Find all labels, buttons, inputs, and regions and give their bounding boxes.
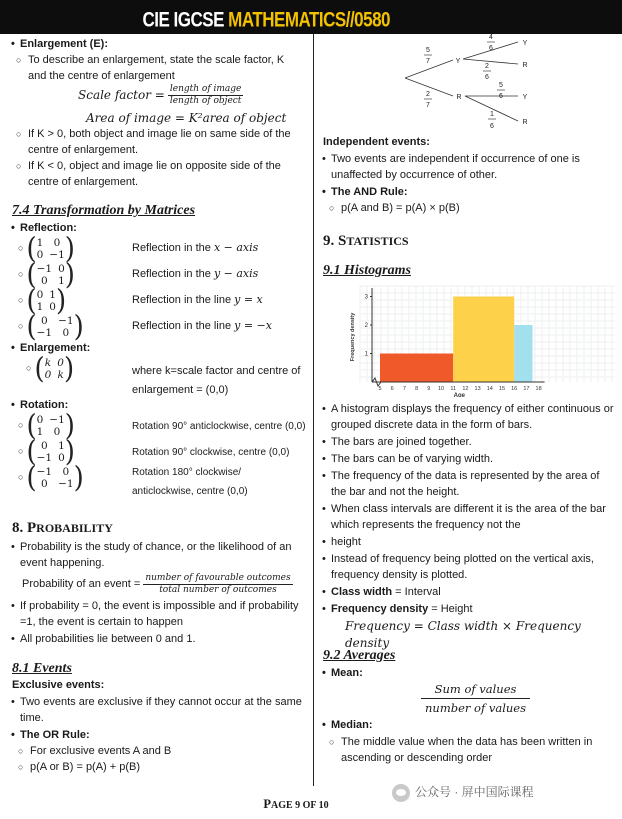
or-rule-s2: ○ p(A or B) = p(A) + p(B) [30,759,140,775]
leaf-r2: R [522,119,528,126]
p1-num: 5 [426,47,430,54]
hist-b6: • height [331,534,615,550]
enlargement-desc: where k=scale factor and centre of enlargement = (0,0) [132,365,301,396]
independent-heading: Independent events: [323,136,430,148]
or-rule-label: • The OR Rule: [20,727,90,743]
page-footer: PAGE 9 OF 10 [263,797,329,811]
rotation-desc: Rotation 90° clockwise, centre (0,0) [132,447,290,458]
y-tick-label: 2 [364,323,368,329]
and-rule-label: • The AND Rule: [331,184,408,200]
hist-b1: • A histogram displays the frequency of either continuous or grouped discrete data in the form of bars. [331,401,615,433]
rotation-matrix: ○ ( 0 −1 1 0 ) [18,409,75,443]
or-rule-s1: ○ For exclusive events A and B [30,743,171,759]
reflection-label: • Reflection: [20,220,77,236]
y-axis-label: Frequency density [350,312,356,362]
x-tick-label: 16 [511,386,518,392]
enlargement-matrix: ○ ( k 0 0 k ) [26,352,75,386]
p12-num: 2 [485,63,489,70]
mean-label: • Mean: [331,665,363,681]
histogram-bar [380,354,453,383]
x-tick-label: 14 [486,386,493,392]
reflection-desc: Reflection in the line y = x [132,293,263,306]
p21-den: 6 [499,93,503,100]
median-desc: ○ The middle value when the data has been written in ascending or descending order [341,734,613,766]
probability-b1: • Probability is the study of chance, or the likelihood of an event happening. [20,539,304,571]
hist-b4: • The frequency of the data is represented by the area of the bar and not the height. [331,468,615,500]
x-tick-label: 13 [474,386,481,392]
x-tick-label: 7 [402,386,406,392]
enlargement-sub3: ○ If K < 0, object and image lie on opposite side of the centre of enlargement. [28,158,300,190]
independent-b1: • Two events are independent if occurrence of one is unaffected by occurrence of other. [331,151,613,183]
hist-b2: • The bars are joined together. [331,434,615,450]
x-tick-label: 12 [462,386,469,392]
histograms-heading: 9.1 Histograms [323,263,411,278]
p22-num: 1 [490,111,494,118]
exclusive-b1: • Two events are exclusive if they cannot occur at the same time. [20,694,304,726]
reflection-desc: Reflection in the y − axis [132,267,259,280]
p22-den: 6 [490,123,494,130]
and-rule-s1: ○ p(A and B) = p(A) × p(B) [341,200,460,216]
leaf-r1: R [522,62,528,69]
rotation-matrix: ○ ( 0 1 −1 0 ) [18,435,75,469]
x-tick-label: 6 [390,386,394,392]
reflection-matrix: ○ ( −1 0 0 1 ) [18,258,75,292]
statistics-heading: 9. STATISTICS [323,233,409,249]
wechat-icon [392,784,410,802]
p2-num: 2 [426,91,430,98]
probability-b2: • If probability = 0, the event is impossible and if probability =1, the event is certain to happen [20,598,304,630]
x-tick-label: 18 [535,386,542,392]
node-y: Y [455,58,461,65]
frequency-formula: Frequency = Class width × Frequency density [345,619,581,651]
hist-b5: • When class intervals are different it is the area of the bar which represents the frequency not the [331,501,615,533]
rotation-label: • Rotation: [20,397,68,413]
x-tick-label: 11 [450,386,457,392]
rotation-desc: Rotation 90° anticlockwise, centre (0,0) [132,421,306,432]
exclusive-heading: Exclusive events: [12,679,105,691]
p11-num: 4 [489,34,493,41]
probability-formula: Probability of an event = $\frac{\text{number of favourable outcomes}}{\text{total number of outcomes}}$ [22,573,291,595]
leaf-y1: Y [522,40,528,47]
probability-heading: 8. PROBABILITY [12,520,113,536]
x-tick-label: 10 [437,386,445,392]
enlargement-heading: • Enlargement (E): [20,36,108,52]
rotation-matrix: ○ ( −1 0 0 −1 ) [18,461,84,495]
x-tick-label: 17 [523,386,530,392]
p2-den: 7 [426,102,430,109]
averages-heading: 9.2 Averages [323,648,396,663]
x-tick-label: 8 [415,386,419,392]
enlargement-label: • Enlargement: [20,340,90,356]
enlargement-sub1: ○ To describe an enlargement, state the scale factor, K and the centre of enlargement [28,52,298,84]
p12-den: 6 [485,74,489,81]
reflection-matrix: ○ ( 0 1 1 0 ) [18,284,67,318]
freq-density-def: • Frequency density = Height [331,601,615,617]
probability-tree [395,34,545,132]
rotation-desc: Rotation 180° clockwise/ anticlockwise, centre (0,0) [132,467,248,497]
histogram-chart [330,282,615,397]
area-formula: Area of image = K²area of object [86,111,287,125]
enlargement-sub2: ○ If K > 0, both object and image lie on same side of the centre of enlargement. [28,126,300,158]
matrices-heading: 7.4 Transformation by Matrices [12,203,196,218]
p1-den: 7 [426,58,430,65]
events-heading: 8.1 Events [12,661,72,676]
reflection-desc: Reflection in the x − axis [132,241,259,254]
hist-b3: • The bars can be of varying width. [331,451,615,467]
median-label: • Median: [331,717,373,733]
y-tick-label: 1 [364,351,368,358]
reflection-desc: Reflection in the line y = −x [132,319,272,332]
x-tick-label: 15 [498,386,506,392]
p21-num: 5 [499,82,503,89]
header-title: CIE IGCSE MATHEMATICS//0580 [142,7,390,32]
header-banner [0,0,622,34]
histogram-bar [453,297,514,383]
watermark: 公众号 · 屏中国际课程 [392,784,534,802]
mean-formula: Sum of values number of values [421,681,530,718]
x-tick-label: 9 [427,386,431,392]
p11-den: 6 [489,45,493,52]
scale-factor-formula: Scale factor = $\frac{\text{length of image}}{\text{length of object}}$ [78,84,242,106]
hist-b7: • Instead of frequency being plotted on the vertical axis, frequency density is plotted. [331,551,615,583]
histogram-bar [514,325,532,382]
column-divider [313,34,314,786]
y-tick-label: 3 [364,294,368,301]
reflection-matrix: ○ ( 0 −1 −1 0 ) [18,310,84,344]
probability-b3: • All probabilities lie between 0 and 1. [20,631,304,647]
leaf-y2: Y [522,94,528,101]
reflection-matrix: ○ ( 1 0 0 −1 ) [18,232,75,266]
x-axis-label: Age [453,393,465,397]
class-width-def: • Class width = Interval [331,584,615,600]
histogram-svg [330,282,615,397]
node-r: R [456,94,462,101]
x-tick-label: 5 [378,386,382,392]
